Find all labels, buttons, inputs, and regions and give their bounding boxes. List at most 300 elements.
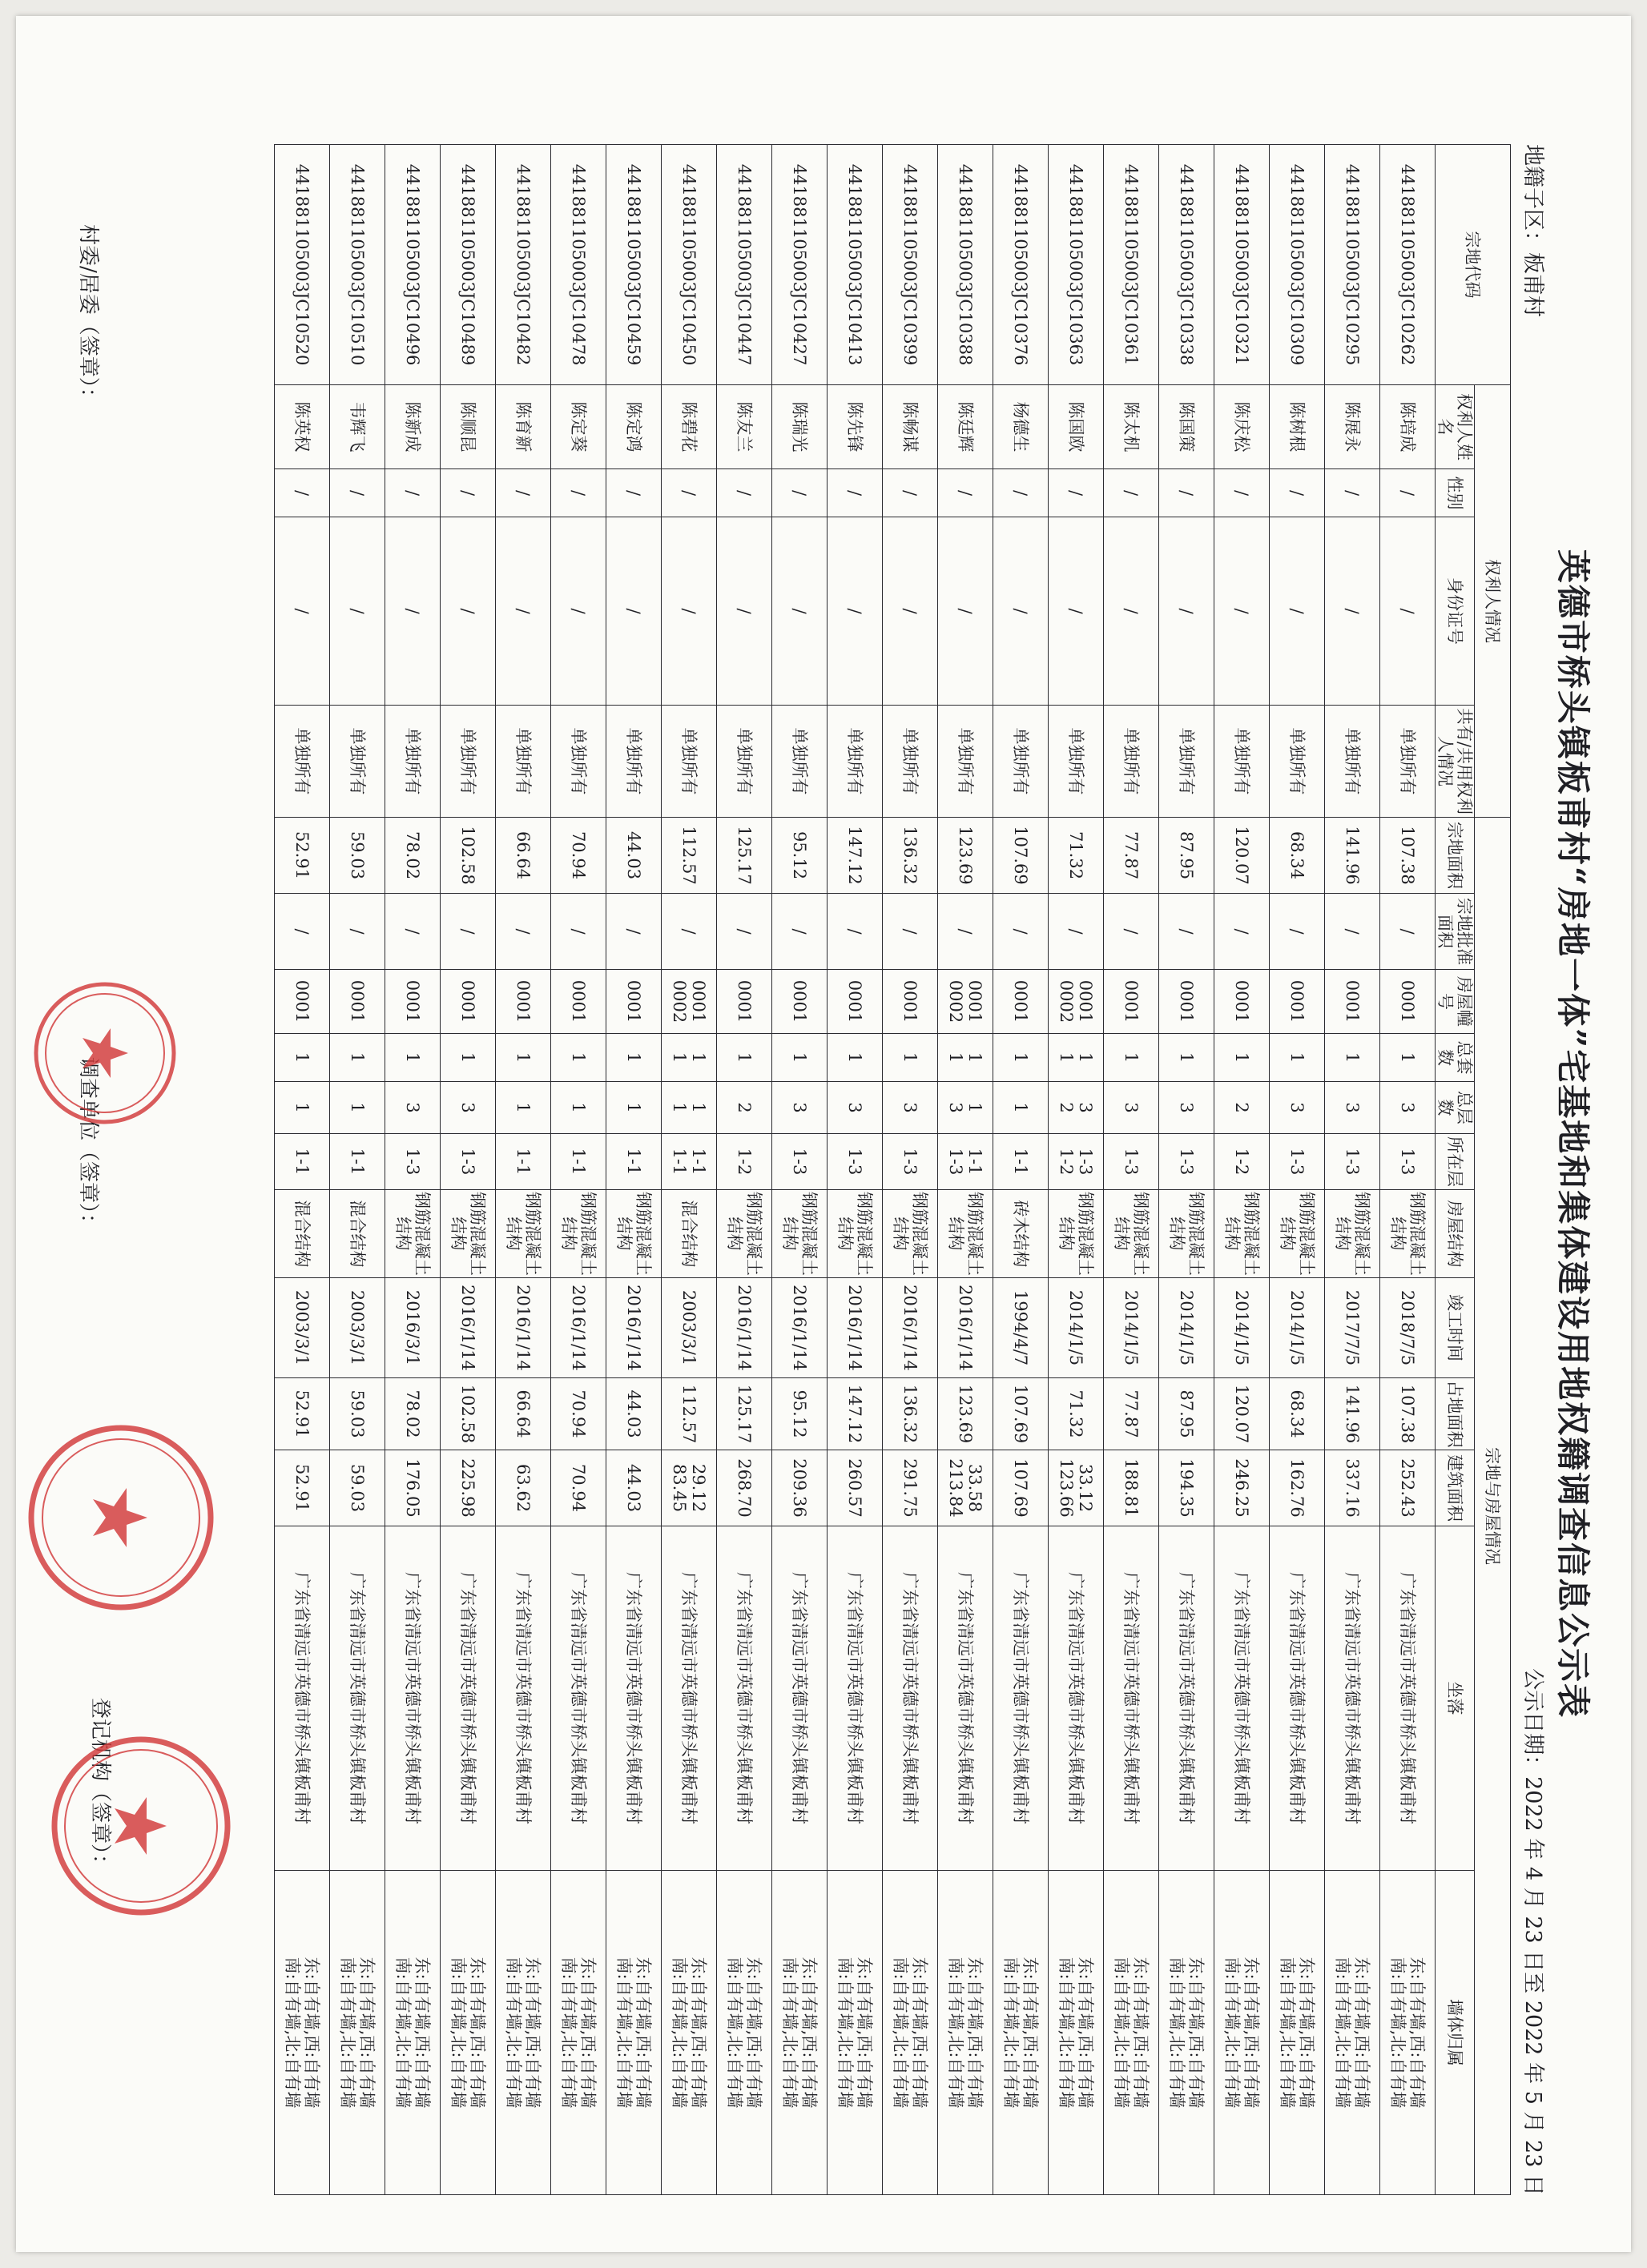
cell-gender: / [606,469,661,517]
cell-footprint: 95.12 [771,1378,827,1450]
cell-gender: / [993,469,1048,517]
cell-structure: 砖木结构 [993,1190,1048,1278]
cell-house-no: 0001 [440,970,495,1034]
cell-ownership: 单独所有 [827,706,882,818]
cell-id-number: / [937,517,993,706]
cell-parcel-area: 95.12 [771,818,827,894]
cell-gender: / [1048,469,1103,517]
cell-footprint: 141.96 [1324,1378,1379,1450]
cell-footprint: 107.69 [993,1378,1048,1450]
cell-building-area: 44.03 [606,1450,661,1526]
cell-total-floors: 3 [882,1082,937,1134]
cell-completion: 2016/1/14 [937,1278,993,1378]
cell-id-number: / [827,517,882,706]
cell-holder-name: 陈庆松 [1214,385,1269,469]
cell-walls: 东:自有墙,西:自有墙 南:自有墙,北:自有墙 [1214,1871,1269,2195]
cell-floor: 1-1 [993,1134,1048,1190]
cell-floor: 1-1 [329,1134,385,1190]
cell-building-area: 63.62 [495,1450,550,1526]
cell-gender: / [440,469,495,517]
cell-parcel-area: 147.12 [827,818,882,894]
cell-gender: / [1269,469,1324,517]
cell-footprint: 120.07 [1214,1378,1269,1450]
cell-walls: 东:自有墙,西:自有墙 南:自有墙,北:自有墙 [827,1871,882,2195]
table-row [495,145,550,2195]
cell-gender: / [661,469,716,517]
cell-gender: / [1324,469,1379,517]
cell-completion: 2018/7/5 [1379,1278,1435,1378]
document-sheet [16,16,1631,2252]
cell-house-no: 0001 [550,970,606,1034]
cell-gender: / [385,469,440,517]
cell-total-units: 1 [274,1034,329,1082]
cell-parcel-code: 441881105003JC10321 [1214,145,1269,385]
header-holder-name: 权利人姓名 [1435,385,1474,469]
cell-holder-name: 陈新成 [385,385,440,469]
cell-parcel-code: 441881105003JC10363 [1048,145,1103,385]
cell-id-number: / [1269,517,1324,706]
cell-house-no: 0001 [329,970,385,1034]
cell-structure: 钢筋混凝土结构 [1048,1190,1103,1278]
cell-house-no: 0001 0002 [1048,970,1103,1034]
cell-approved-area: / [993,894,1048,970]
cell-completion: 2016/1/14 [882,1278,937,1378]
cell-footprint: 71.32 [1048,1378,1103,1450]
cell-parcel-code: 441881105003JC10447 [716,145,771,385]
cell-completion: 2016/1/14 [606,1278,661,1378]
cell-house-no: 0001 [385,970,440,1034]
cell-parcel-area: 52.91 [274,818,329,894]
cell-completion: 2014/1/5 [1158,1278,1214,1378]
cell-structure: 钢筋混凝土结构 [606,1190,661,1278]
cell-building-area: 291.75 [882,1450,937,1526]
cell-building-area: 260.57 [827,1450,882,1526]
cell-ownership: 单独所有 [771,706,827,818]
cell-ownership: 单独所有 [1324,706,1379,818]
cell-id-number: / [661,517,716,706]
cell-structure: 钢筋混凝土结构 [1324,1190,1379,1278]
header-walls: 墙体归属 [1435,1871,1474,2195]
cell-id-number: / [495,517,550,706]
cell-parcel-code: 441881105003JC10361 [1103,145,1158,385]
cell-building-area: 225.98 [440,1450,495,1526]
cell-total-floors: 3 [1158,1082,1214,1134]
cell-parcel-code: 441881105003JC10482 [495,145,550,385]
cell-completion: 2014/1/5 [1214,1278,1269,1378]
table-row [1158,145,1214,2195]
cell-parcel-area: 71.32 [1048,818,1103,894]
cell-parcel-area: 77.87 [1103,818,1158,894]
cell-completion: 2014/1/5 [1048,1278,1103,1378]
cell-parcel-code: 441881105003JC10399 [882,145,937,385]
cell-floor: 1-3 [1324,1134,1379,1190]
cell-building-area: 209.36 [771,1450,827,1526]
header-footprint: 占地面积 [1435,1378,1474,1450]
cell-structure: 钢筋混凝土结构 [1103,1190,1158,1278]
cell-holder-name: 陈定葵 [550,385,606,469]
cell-approved-area: / [550,894,606,970]
cell-approved-area: / [385,894,440,970]
cell-building-area: 268.70 [716,1450,771,1526]
cell-floor: 1-3 [882,1134,937,1190]
cell-floor: 1-2 [1214,1134,1269,1190]
cell-approved-area: / [274,894,329,970]
cell-address: 广东省清远市英德市桥头镇板甫村 [661,1526,716,1871]
table-row [274,145,329,2195]
cell-total-units: 1 [440,1034,495,1082]
cell-ownership: 单独所有 [606,706,661,818]
cell-parcel-area: 141.96 [1324,818,1379,894]
cell-address: 广东省清远市英德市桥头镇板甫村 [1324,1526,1379,1871]
cell-approved-area: / [1103,894,1158,970]
cell-holder-name: 陈瑞光 [771,385,827,469]
cell-walls: 东:自有墙,西:自有墙 南:自有墙,北:自有墙 [661,1871,716,2195]
cell-ownership: 单独所有 [495,706,550,818]
cell-footprint: 107.38 [1379,1378,1435,1450]
cell-ownership: 单独所有 [661,706,716,818]
village-seal-icon [21,1418,221,1618]
cell-gender: / [274,469,329,517]
cell-approved-area: / [1214,894,1269,970]
cell-walls: 东:自有墙,西:自有墙 南:自有墙,北:自有墙 [993,1871,1048,2195]
cell-house-no: 0001 [606,970,661,1034]
cell-gender: / [1158,469,1214,517]
info-table [274,144,1511,2195]
cell-parcel-area: 112.57 [661,818,716,894]
cell-gender: / [550,469,606,517]
cell-total-units: 1 [1214,1034,1269,1082]
cell-ownership: 单独所有 [937,706,993,818]
cell-parcel-code: 441881105003JC10496 [385,145,440,385]
cell-total-floors: 3 [440,1082,495,1134]
cell-parcel-area: 123.69 [937,818,993,894]
header-parcel-code: 宗地代码 [1435,145,1510,385]
register-seal-icon [45,1730,237,1922]
cell-total-floors: 1 [606,1082,661,1134]
cell-parcel-code: 441881105003JC10427 [771,145,827,385]
cell-parcel-code: 441881105003JC10309 [1269,145,1324,385]
cell-address: 广东省清远市英德市桥头镇板甫村 [1103,1526,1158,1871]
cell-walls: 东:自有墙,西:自有墙 南:自有墙,北:自有墙 [385,1871,440,2195]
table-row [661,145,716,2195]
cell-building-area: 252.43 [1379,1450,1435,1526]
cell-house-no: 0001 0002 [661,970,716,1034]
cell-building-area: 70.94 [550,1450,606,1526]
cell-parcel-code: 441881105003JC10295 [1324,145,1379,385]
cell-walls: 东:自有墙,西:自有墙 南:自有墙,北:自有墙 [771,1871,827,2195]
cell-holder-name: 陈碧花 [661,385,716,469]
cell-holder-name: 陈培成 [1379,385,1435,469]
cell-total-units: 1 [771,1034,827,1082]
cell-structure: 混合结构 [661,1190,716,1278]
cell-approved-area: / [1048,894,1103,970]
cell-address: 广东省清远市英德市桥头镇板甫村 [385,1526,440,1871]
cell-structure: 钢筋混凝土结构 [1214,1190,1269,1278]
cell-completion: 2016/1/14 [440,1278,495,1378]
table-row [716,145,771,2195]
cell-house-no: 0001 [495,970,550,1034]
cell-holder-name: 陈展永 [1324,385,1379,469]
cell-footprint: 125.17 [716,1378,771,1450]
cell-total-floors: 3 [771,1082,827,1134]
cell-structure: 钢筋混凝土结构 [716,1190,771,1278]
cell-floor: 1-3 1-2 [1048,1134,1103,1190]
cell-building-area: 29.12 83.45 [661,1450,716,1526]
cell-walls: 东:自有墙,西:自有墙 南:自有墙,北:自有墙 [937,1871,993,2195]
cell-house-no: 0001 [827,970,882,1034]
cell-building-area: 33.58 213.84 [937,1450,993,1526]
table-row [882,145,937,2195]
cell-id-number: / [882,517,937,706]
cell-parcel-area: 107.38 [1379,818,1435,894]
cell-approved-area: / [329,894,385,970]
cell-floor: 1-1 1-1 [661,1134,716,1190]
header-structure: 房屋结构 [1435,1190,1474,1278]
cell-footprint: 70.94 [550,1378,606,1450]
survey-signature-label: 调查单位（签章）： [76,1057,100,1235]
cell-address: 广东省清远市英德市桥头镇板甫村 [937,1526,993,1871]
cell-parcel-area: 66.64 [495,818,550,894]
cell-building-area: 107.69 [993,1450,1048,1526]
survey-seal-icon [29,977,181,1129]
cell-footprint: 87.95 [1158,1378,1214,1450]
cell-id-number: / [606,517,661,706]
cell-parcel-code: 441881105003JC10450 [661,145,716,385]
cell-completion: 2016/1/14 [495,1278,550,1378]
table-row [1214,145,1269,2195]
cell-total-units: 1 [606,1034,661,1082]
table-row [606,145,661,2195]
cell-walls: 东:自有墙,西:自有墙 南:自有墙,北:自有墙 [329,1871,385,2195]
cell-total-floors: 1 [993,1082,1048,1134]
cell-building-area: 188.81 [1103,1450,1158,1526]
cell-footprint: 136.32 [882,1378,937,1450]
cell-walls: 东:自有墙,西:自有墙 南:自有墙,北:自有墙 [1048,1871,1103,2195]
cell-id-number: / [329,517,385,706]
header-gender: 性别 [1435,469,1474,517]
cell-id-number: / [1048,517,1103,706]
cell-ownership: 单独所有 [329,706,385,818]
cell-parcel-area: 70.94 [550,818,606,894]
cell-completion: 2014/1/5 [1103,1278,1158,1378]
cell-ownership: 单独所有 [274,706,329,818]
header-floor: 所在层 [1435,1134,1474,1190]
cell-gender: / [1214,469,1269,517]
cell-approved-area: / [1324,894,1379,970]
cell-gender: / [716,469,771,517]
cell-walls: 东:自有墙,西:自有墙 南:自有墙,北:自有墙 [1379,1871,1435,2195]
cell-approved-area: / [716,894,771,970]
header-building-area: 建筑面积 [1435,1450,1474,1526]
cell-address: 广东省清远市英德市桥头镇板甫村 [771,1526,827,1871]
cell-holder-name: 杨德生 [993,385,1048,469]
cell-total-floors: 3 [385,1082,440,1134]
cell-ownership: 单独所有 [385,706,440,818]
cell-walls: 东:自有墙,西:自有墙 南:自有墙,北:自有墙 [274,1871,329,2195]
cell-total-floors: 2 [716,1082,771,1134]
cell-approved-area: / [1269,894,1324,970]
cell-total-floors: 3 [827,1082,882,1134]
cell-ownership: 单独所有 [1103,706,1158,818]
cell-address: 广东省清远市英德市桥头镇板甫村 [440,1526,495,1871]
header-approved-area: 宗地批准面积 [1435,894,1474,970]
cell-floor: 1-2 [716,1134,771,1190]
cell-total-units: 1 [1379,1034,1435,1082]
cell-total-units: 1 [550,1034,606,1082]
cell-holder-name: 陈树根 [1269,385,1324,469]
cell-id-number: / [1379,517,1435,706]
cell-total-units: 1 [329,1034,385,1082]
cell-id-number: / [385,517,440,706]
cell-total-units: 1 [1103,1034,1158,1082]
cell-ownership: 单独所有 [882,706,937,818]
cell-completion: 2016/1/14 [771,1278,827,1378]
cell-ownership: 单独所有 [440,706,495,818]
cell-address: 广东省清远市英德市桥头镇板甫村 [1158,1526,1214,1871]
cell-footprint: 59.03 [329,1378,385,1450]
cell-structure: 钢筋混凝土结构 [771,1190,827,1278]
cell-footprint: 66.64 [495,1378,550,1450]
cell-house-no: 0001 [1324,970,1379,1034]
cell-ownership: 单独所有 [1379,706,1435,818]
cell-id-number: / [1214,517,1269,706]
cell-floor: 1-1 [550,1134,606,1190]
table-row [329,145,385,2195]
cell-footprint: 77.87 [1103,1378,1158,1450]
cell-ownership: 单独所有 [1214,706,1269,818]
cell-structure: 钢筋混凝土结构 [385,1190,440,1278]
cell-gender: / [827,469,882,517]
cell-gender: / [937,469,993,517]
cell-structure: 钢筋混凝土结构 [937,1190,993,1278]
cell-gender: / [1379,469,1435,517]
cell-structure: 混合结构 [274,1190,329,1278]
cell-building-area: 162.76 [1269,1450,1324,1526]
cell-floor: 1-3 [827,1134,882,1190]
cell-ownership: 单独所有 [1048,706,1103,818]
table-row [937,145,993,2195]
cell-total-units: 1 [1269,1034,1324,1082]
cell-address: 广东省清远市英德市桥头镇板甫村 [1048,1526,1103,1871]
cell-structure: 钢筋混凝土结构 [1269,1190,1324,1278]
header-holder-group: 权利人情况 [1475,385,1511,818]
cell-holder-name: 陈先锋 [827,385,882,469]
cell-address: 广东省清远市英德市桥头镇板甫村 [274,1526,329,1871]
cell-total-units: 1 1 [1048,1034,1103,1082]
cell-completion: 2016/3/1 [385,1278,440,1378]
cell-address: 广东省清远市英德市桥头镇板甫村 [550,1526,606,1871]
cell-completion: 1994/4/7 [993,1278,1048,1378]
cell-gender: / [495,469,550,517]
cell-holder-name: 陈定鸿 [606,385,661,469]
cell-id-number: / [1158,517,1214,706]
cell-approved-area: / [495,894,550,970]
village-signature-label: 村委/居委（签章）： [76,224,100,408]
cell-structure: 钢筋混凝土结构 [440,1190,495,1278]
cell-parcel-area: 68.34 [1269,818,1324,894]
cell-total-units: 1 1 [937,1034,993,1082]
cell-parcel-code: 441881105003JC10459 [606,145,661,385]
cell-holder-name: 陈友兰 [716,385,771,469]
cell-holder-name: 陈英权 [274,385,329,469]
cell-floor: 1-1 [274,1134,329,1190]
cell-structure: 钢筋混凝土结构 [827,1190,882,1278]
cell-total-floors: 1 3 [937,1082,993,1134]
header-address: 坐落 [1435,1526,1474,1871]
cell-address: 广东省清远市英德市桥头镇板甫村 [716,1526,771,1871]
cell-floor: 1-3 [1103,1134,1158,1190]
cell-structure: 钢筋混凝土结构 [1379,1190,1435,1278]
cell-id-number: / [993,517,1048,706]
cell-holder-name: 陈廷辉 [937,385,993,469]
cell-id-number: / [771,517,827,706]
cell-footprint: 52.91 [274,1378,329,1450]
cell-walls: 东:自有墙,西:自有墙 南:自有墙,北:自有墙 [495,1871,550,2195]
cell-gender: / [1103,469,1158,517]
cell-house-no: 0001 [771,970,827,1034]
cell-footprint: 102.58 [440,1378,495,1450]
cell-gender: / [882,469,937,517]
cell-footprint: 68.34 [1269,1378,1324,1450]
cell-walls: 东:自有墙,西:自有墙 南:自有墙,北:自有墙 [716,1871,771,2195]
cell-building-area: 176.05 [385,1450,440,1526]
cell-holder-name: 陈太机 [1103,385,1158,469]
cell-footprint: 44.03 [606,1378,661,1450]
cell-walls: 东:自有墙,西:自有墙 南:自有墙,北:自有墙 [1324,1871,1379,2195]
cell-parcel-code: 441881105003JC10520 [274,145,329,385]
cell-house-no: 0001 [1103,970,1158,1034]
cell-parcel-area: 120.07 [1214,818,1269,894]
cell-ownership: 单独所有 [993,706,1048,818]
table-row [1103,145,1158,2195]
cell-id-number: / [274,517,329,706]
cell-walls: 东:自有墙,西:自有墙 南:自有墙,北:自有墙 [440,1871,495,2195]
cell-parcel-code: 441881105003JC10510 [329,145,385,385]
cell-id-number: / [440,517,495,706]
cell-gender: / [771,469,827,517]
cell-structure: 混合结构 [329,1190,385,1278]
cell-footprint: 112.57 [661,1378,716,1450]
cell-total-units: 1 [827,1034,882,1082]
cell-parcel-code: 441881105003JC10388 [937,145,993,385]
header-total-units: 总套数 [1435,1034,1474,1082]
cell-parcel-area: 102.58 [440,818,495,894]
cell-approved-area: / [937,894,993,970]
cell-total-floors: 1 [495,1082,550,1134]
cell-walls: 东:自有墙,西:自有墙 南:自有墙,北:自有墙 [1158,1871,1214,2195]
cell-total-units: 1 1 [661,1034,716,1082]
cell-completion: 2016/1/14 [550,1278,606,1378]
cell-floor: 1-3 [1269,1134,1324,1190]
cell-footprint: 123.69 [937,1378,993,1450]
cell-floor: 1-3 [771,1134,827,1190]
cell-id-number: / [716,517,771,706]
cell-parcel-area: 136.32 [882,818,937,894]
cell-address: 广东省清远市英德市桥头镇板甫村 [1214,1526,1269,1871]
cell-parcel-code: 441881105003JC10478 [550,145,606,385]
cell-building-area: 59.03 [329,1450,385,1526]
cell-total-units: 1 [495,1034,550,1082]
cell-building-area: 246.25 [1214,1450,1269,1526]
cell-total-floors: 1 [274,1082,329,1134]
cell-holder-name: 陈国欧 [1048,385,1103,469]
cell-floor: 1-3 [440,1134,495,1190]
cell-completion: 2014/1/5 [1269,1278,1324,1378]
cell-floor: 1-3 [385,1134,440,1190]
cell-floor: 1-3 [1158,1134,1214,1190]
cell-walls: 东:自有墙,西:自有墙 南:自有墙,北:自有墙 [1269,1871,1324,2195]
cell-structure: 钢筋混凝土结构 [882,1190,937,1278]
